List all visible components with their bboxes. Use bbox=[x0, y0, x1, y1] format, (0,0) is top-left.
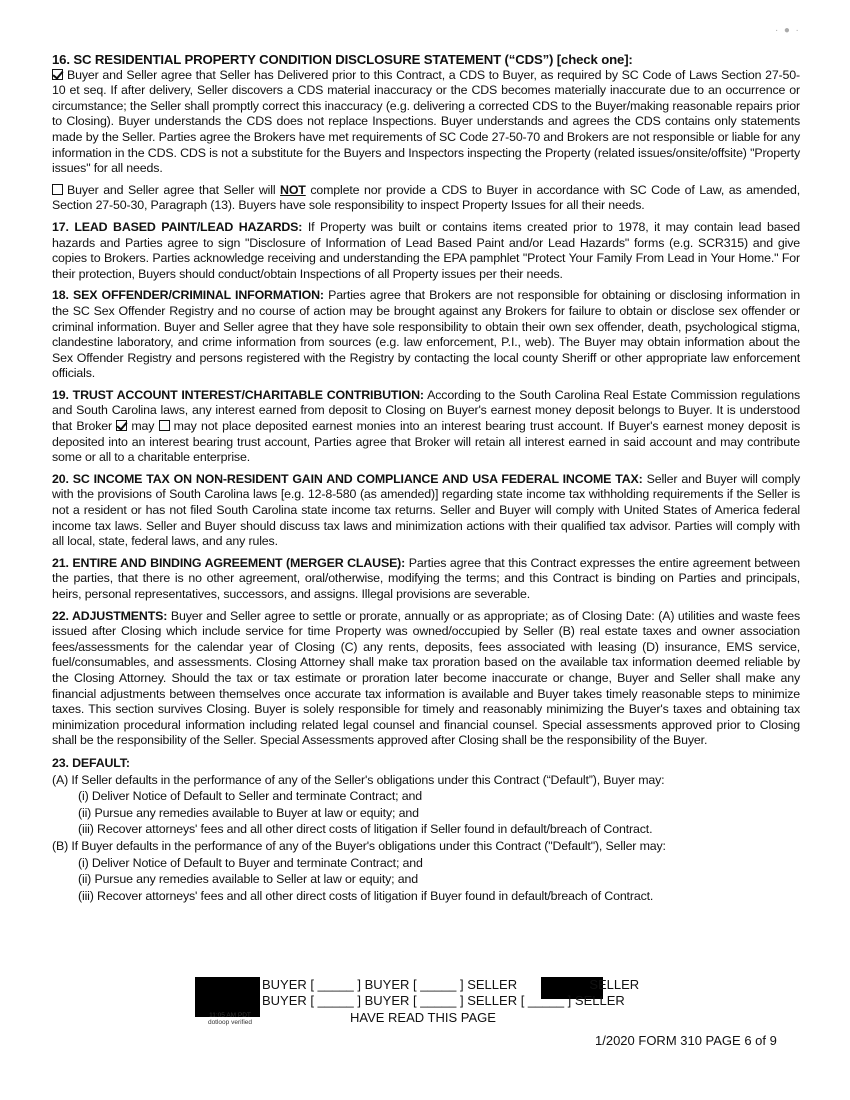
section-16-option-1 bbox=[52, 68, 800, 177]
default-line: (iii) Recover attorneys' fees and all other direct costs of litigation if Seller found in default/breach of Contract. bbox=[78, 822, 653, 837]
cds-delivered-checkbox[interactable] bbox=[52, 69, 63, 80]
section-16-option-1-text: Buyer and Seller agree that Seller has Delivered prior to this Contract, a CDS to Buyer, as required by SC Code of Laws Section 27-50-10 et seq. If after delivery, Seller discovers a CDS material inaccuracy or the CDS becomes materially inaccurate due to an occurrence or circumstance; the Seller shall promptly correct this inaccuracy (e.g. delivering a corrected CDS to the Buyer/making reasonable repairs prior to Closing). Buyer understands the CDS does not replace Inspections. Buyer understands and agrees the CDS contains only statements made by the Seller. Parties agree the Brokers have met requirements of SC Code 27-50-70 and Brokers are not responsible or liable for any information in the CDS. CDS is not a substitute for the Buyers and Inspectors inspecting the Property (related issues/onsite/offsite) "Property issues" for all needs. bbox=[52, 67, 800, 176]
form-footer: 1/2020 FORM 310 PAGE 6 of 9 bbox=[595, 1033, 777, 1048]
section-19-title: 19. TRUST ACCOUNT INTEREST/CHARITABLE CONTRIBUTION: bbox=[52, 387, 424, 402]
have-read-label: HAVE READ THIS PAGE bbox=[350, 1010, 496, 1025]
section-22-title: 22. ADJUSTMENTS: bbox=[52, 608, 168, 623]
broker-may-checkbox[interactable] bbox=[116, 420, 127, 431]
section-22-text: Buyer and Seller agree to settle or prorate, annually or as appropriate; as of Closing Date: (A) utilities and waste fees issued after Closing which include service for time Property was owned/occupied by Seller (B) real estate taxes and owner association fees/assessments for the calendar year of Closing (C) any rents, deposits, fees associated with leasing (D) insurance, EMS service, fuel/consumables, and assessments. Closing Attorney shall make tax proration based on the available tax information deemed reliable by the Closing Attorney. Should the tax or tax estimate or proration later become inaccurate or change, Buyer and Seller shall make any financial adjustments between themselves once accurate tax information is available and Buyer takes timely reasonable steps to minimize taxes. This section survives Closing. Buyer is solely responsible for timely and reasonably minimizing the Buyer's taxes and obtaining tax minimization procedural information including related legal counsel and financial counsel. Special assessments approved prior to Closing shall be the responsibility of the Seller. Special Assessments approved after Closing shall be the responsibility of the Buyer. bbox=[52, 608, 800, 748]
initials-row-1[interactable]: BUYER [ _____ ] BUYER [ _____ ] SELLER SELLER bbox=[262, 977, 640, 992]
section-17-title: 17. LEAD BASED PAINT/LEAD HAZARDS: bbox=[52, 219, 303, 234]
scan-artifacts: · ● · bbox=[775, 25, 799, 36]
section-20-text: Seller and Buyer will comply with the provisions of South Carolina laws [e.g. 12-8-580 (as amended)] regarding state income tax withholding requirements if the Seller is not a resident or has not filed South Carolina state income tax returns. Seller and Buyer will comply with United States of America federal income tax laws. Seller and Buyer should discuss tax laws and minimization actions with their qualified tax advisor. Parties will comply with all local, state, federal laws, and any rules. bbox=[52, 471, 801, 549]
section-21 bbox=[52, 556, 800, 603]
section-17-text: If Property was built or contains items created prior to 1978, it may contain lead based hazards and Parties agree to sign "Disclosure of Information of Lead Based Paint and/or Lead Hazards" forms (e.g. SCR315) and give copies to Brokers. Parties acknowledge receiving and understanding the EPA pamphlet "Protect Your Family From Lead in Your Home." For their protection, Buyers should conduct/obtain Inspections of all Property issues per their needs. bbox=[52, 219, 800, 281]
section-23-title: 23. DEFAULT: bbox=[52, 755, 130, 770]
cds-not-provided-checkbox[interactable] bbox=[52, 184, 63, 195]
section-21-text: Parties agree that this Contract expresses the entire agreement between the parties, that there is no other agreement, oral/otherwise, modifying the terms; and this Contract is binding on Parties and principals, heirs, personal representatives, successors, and assigns. Illegal provisions are severable. bbox=[52, 555, 801, 601]
section-20-title: 20. SC INCOME TAX ON NON-RESIDENT GAIN AND COMPLIANCE AND USA FEDERAL INCOME TAX: bbox=[52, 471, 643, 486]
section-19 bbox=[52, 388, 800, 466]
section-16-option-2-text-after: complete nor provide a CDS to Buyer in accordance with SC Code of Law, as amended, Section 27-50-30, Paragraph (13). Buyers have sole responsibility to inspect Property Issues for all their needs. bbox=[52, 182, 800, 213]
may-not-label: may not bbox=[173, 419, 218, 434]
initials-block bbox=[195, 975, 675, 1035]
dotloop-label: dotloop verified bbox=[207, 1019, 253, 1026]
default-line: (ii) Pursue any remedies available to Buyer at law or equity; and bbox=[78, 805, 419, 820]
section-23 bbox=[52, 755, 800, 904]
not-emphasis: NOT bbox=[280, 182, 306, 197]
section-20 bbox=[52, 472, 800, 550]
default-line: (A) If Seller defaults in the performance of any of the Seller's obligations under this Contract (“Default”), Buyer may: bbox=[52, 772, 665, 787]
section-18-title: 18. SEX OFFENDER/CRIMINAL INFORMATION: bbox=[52, 288, 324, 303]
contract-page bbox=[52, 52, 800, 910]
default-line: (i) Deliver Notice of Default to Buyer and terminate Contract; and bbox=[78, 855, 423, 870]
section-21-title: 21. ENTIRE AND BINDING AGREEMENT (MERGER CLAUSE): bbox=[52, 555, 406, 570]
default-line: (iii) Recover attorneys' fees and all other direct costs of litigation if Buyer found in default/breach of Contract. bbox=[78, 888, 654, 903]
may-label: may bbox=[131, 419, 155, 434]
section-19-text-before: According to the South Carolina Real Estate Commission regulations and South Carolina laws, any interest earned from deposit to Closing on Buyer's earnest money deposit belongs to Buyer. It is understood that Broker bbox=[52, 387, 800, 434]
section-16-option-2-text-before: Buyer and Seller agree that Seller will bbox=[67, 182, 276, 197]
default-line: (ii) Pursue any remedies available to Seller at law or equity; and bbox=[78, 872, 418, 887]
section-16-option-2 bbox=[52, 183, 800, 214]
broker-may-not-checkbox[interactable] bbox=[159, 420, 170, 431]
section-18 bbox=[52, 288, 800, 382]
section-19-text-after: place deposited earnest monies into an interest bearing trust account. If Buyer's earnest money deposit is deposited into an interest bearing trust account, Parties agree that Broker will retain all interest earned in said account and may contribute some or all to a charitable enterprise. bbox=[52, 419, 800, 465]
section-18-text: Parties agree that Brokers are not responsible for obtaining or disclosing information in the SC Sex Offender Registry and no course of action may be brought against any Brokers for failure to obtain or disclose sex offender or criminal information. Buyer and Seller agree that they have sole responsibility to obtain their own sex offender, death, psychological stigma, clandestine laboratory, and crime information from sources (e.g. law enforcement, P.I., web). The Buyer may obtain information about the Sex Offender Registry and persons registered with the Registry by contacting the local county Sheriff or other appropriate law enforcement officials. bbox=[52, 288, 800, 381]
section-22 bbox=[52, 609, 800, 749]
initials-row-2[interactable]: BUYER [ _____ ] BUYER [ _____ ] SELLER [ _____ ] SELLER bbox=[262, 993, 625, 1008]
section-16-title: 16. SC RESIDENTIAL PROPERTY CONDITION DISCLOSURE STATEMENT (“CDS”) [check one]: bbox=[52, 52, 633, 67]
default-line: (B) If Buyer defaults in the performance of any of the Buyer's obligations under this Contract ("Default"), Seller may: bbox=[52, 838, 666, 853]
section-17 bbox=[52, 220, 800, 282]
dotloop-stamp bbox=[195, 1012, 265, 1026]
redacted-initials bbox=[195, 977, 260, 1017]
default-line: (i) Deliver Notice of Default to Seller and terminate Contract; and bbox=[78, 789, 422, 804]
dotloop-time: 11:05 AM PDT bbox=[209, 1012, 251, 1019]
